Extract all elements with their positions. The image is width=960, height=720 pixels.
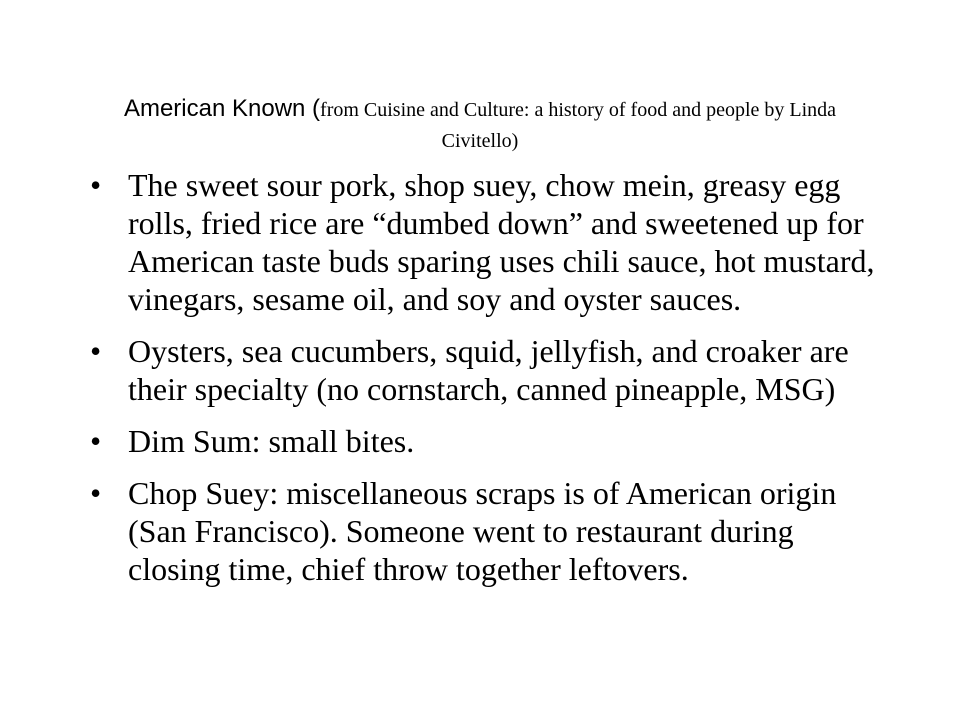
bullet-list [90,166,890,602]
slide-title [90,94,870,156]
bullet-text: The sweet sour pork, shop suey, chow mein, greasy egg rolls, fried rice are “dumbed down” and sweetened up for American taste buds sparing uses chili sauce, hot mustard, vinegars, sesame oil, and soy and oyster sauces. [128,167,875,317]
bullet-text: Oysters, sea cucumbers, squid, jellyfish, and croaker are their specialty (no cornstarch, canned pineapple, MSG) [128,333,849,407]
title-main: American Known ( [123,95,321,122]
bullet-item [90,474,890,588]
bullet-item [90,422,890,460]
title-subtitle: from Cuisine and Culture: a history of food and people by Linda Civitello) [320,99,837,152]
bullet-text: Dim Sum: small bites. [128,423,415,459]
bullet-marker: • [90,423,102,459]
bullet-text: Chop Suey: miscellaneous scraps is of American origin (San Francisco). Someone went to restaurant during closing time, chief throw together leftovers. [128,475,837,587]
bullet-marker: • [90,333,102,369]
bullet-item [90,332,890,408]
bullet-marker: • [90,167,102,203]
bullet-marker: • [90,475,102,511]
bullet-item [90,166,890,318]
